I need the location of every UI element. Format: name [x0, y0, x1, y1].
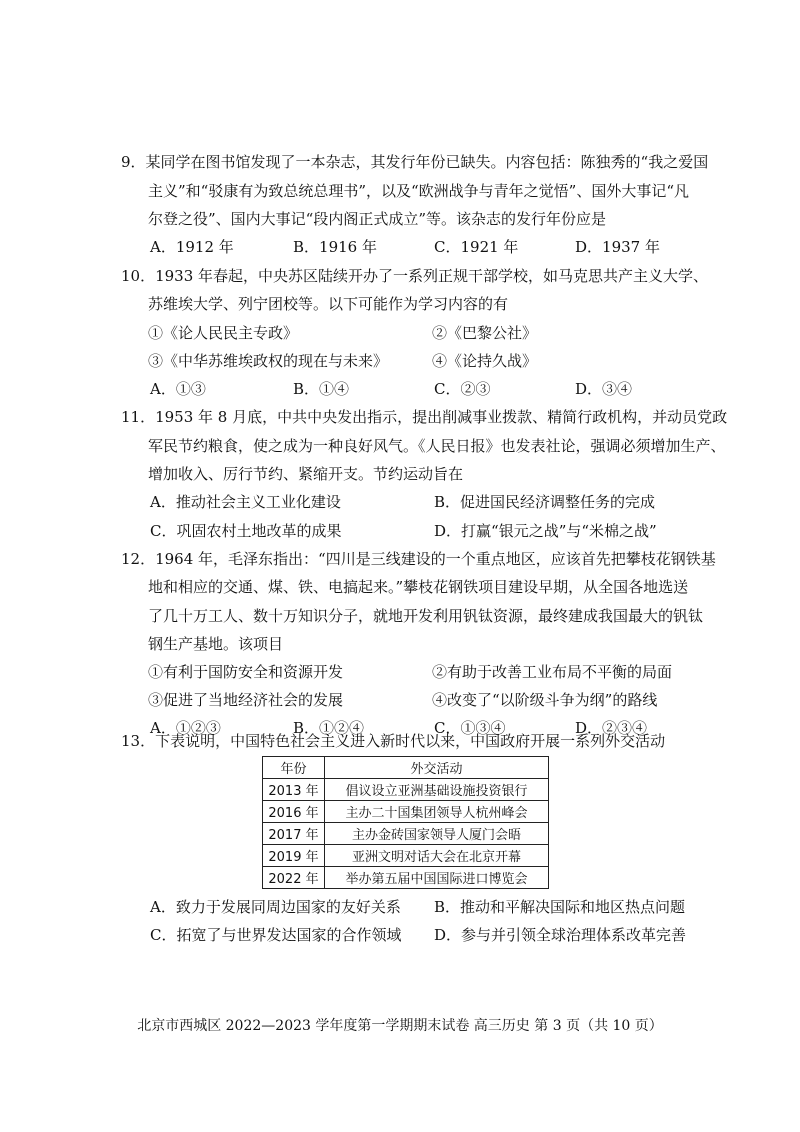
- q9-option-a: A．1912 年: [150, 238, 234, 256]
- table-row: [263, 801, 549, 823]
- table-cell-activity: 举办第五届中国国际进口博览会: [325, 867, 549, 889]
- q13-option-a: A．致力于发展同周边国家的友好关系: [150, 898, 401, 916]
- diplomacy-table: [262, 756, 549, 889]
- q12-item-1: ①有利于国防安全和资源开发: [148, 663, 344, 681]
- q10-line-1: 10．1933 年春起，中央苏区陆续开办了一系列正规干部学校，如马克思共产主义大学、: [121, 267, 709, 285]
- q10-option-b: B．①④: [293, 380, 350, 398]
- table-header-activity: 外交活动: [325, 757, 549, 779]
- q9-line-3: 尔登之役”、国内大事记“段内阁正式成立”等。该杂志的发行年份应是: [148, 210, 607, 228]
- q9-line-1: 9．某同学在图书馆发现了一本杂志，其发行年份已缺失。内容包括：陈独秀的“我之爱国: [121, 153, 709, 171]
- table-row: [263, 823, 549, 845]
- q12-option-a: A．①②③: [150, 719, 221, 737]
- q13-option-d: D．参与并引领全球治理体系改革完善: [434, 926, 687, 944]
- q12-line-2: 地和相应的交通、煤、铁、电搞起来。”攀枝花钢铁项目建设早期，从全国各地选送: [148, 578, 689, 596]
- q12-item-4: ④改变了“以阶级斗争为纲”的路线: [432, 691, 658, 709]
- table-cell-year: 2016 年: [263, 801, 325, 823]
- q10-option-a: A．①③: [150, 380, 206, 398]
- table-cell-activity: 主办二十国集团领导人杭州峰会: [325, 801, 549, 823]
- q12-option-c: C．①③④: [434, 719, 506, 737]
- q11-option-d: D．打赢“银元之战”与“米棉之战”: [434, 522, 657, 540]
- q12-line-3: 了几十万工人、数十万知识分子，就地开发利用钒钛资源，最终建成我国最大的钒钛: [148, 607, 704, 625]
- q9-option-d: D．1937 年: [575, 238, 660, 256]
- q10-item-2: ②《巴黎公社》: [432, 324, 538, 342]
- table-cell-activity: 亚洲文明对话大会在北京开幕: [325, 845, 549, 867]
- q10-option-d: D．③④: [575, 380, 633, 398]
- table-cell-year: 2019 年: [263, 845, 325, 867]
- q11-option-c: C．巩固农村土地改革的成果: [150, 522, 342, 540]
- table-header-row: [263, 757, 549, 779]
- q11-line-1: 11．1953 年 8 月底，中共中央发出指示，提出削减事业拨款、精简行政机构，并动员党政: [121, 408, 728, 426]
- table-row: [263, 867, 549, 889]
- table-cell-year: 2013 年: [263, 779, 325, 801]
- q13-line-1: 13．下表说明，中国特色社会主义进入新时代以来，中国政府开展一系列外交活动: [121, 732, 666, 750]
- q9-line-2: 主义”和“驳康有为致总统总理书”，以及“欧洲战争与青年之觉悟”、国外大事记“凡: [148, 182, 690, 200]
- q10-item-1: ①《论人民民主专政》: [148, 324, 299, 342]
- q9-option-c: C．1921 年: [434, 238, 519, 256]
- q12-line-1: 12．1964 年，毛泽东指出：“四川是三线建设的一个重点地区，应该首先把攀枝花钢铁基: [121, 550, 716, 568]
- table-header-year: 年份: [263, 757, 325, 779]
- q13-option-c: C．拓宽了与世界发达国家的合作领域: [150, 926, 402, 944]
- q10-line-2: 苏维埃大学、列宁团校等。以下可能作为学习内容的有: [148, 295, 509, 313]
- q11-option-a: A．推动社会主义工业化建设: [150, 493, 341, 511]
- q13-option-b: B．推动和平解决国际和地区热点问题: [434, 898, 686, 916]
- table-cell-year: 2022 年: [263, 867, 325, 889]
- table-cell-year: 2017 年: [263, 823, 325, 845]
- q12-line-4: 钢生产基地。该项目: [148, 635, 284, 653]
- q11-line-3: 增加收入、厉行节约、紧缩开支。节约运动旨在: [148, 465, 464, 483]
- page-footer: 北京市西城区 2022—2023 学年度第一学期期末试卷 高三历史 第 3 页（共 10 页）: [137, 1018, 663, 1034]
- q11-option-b: B．促进国民经济调整任务的完成: [434, 493, 656, 511]
- q12-item-2: ②有助于改善工业布局不平衡的局面: [432, 663, 673, 681]
- q9-option-b: B．1916 年: [293, 238, 377, 256]
- q10-item-4: ④《论持久战》: [432, 352, 538, 370]
- q12-item-3: ③促进了当地经济社会的发展: [148, 691, 344, 709]
- q11-line-2: 军民节约粮食，使之成为一种良好风气。《人民日报》也发表社论，强调必须增加生产、: [148, 437, 726, 455]
- table-cell-activity: 倡议设立亚洲基础设施投资银行: [325, 779, 549, 801]
- q12-option-d: D．②③④: [575, 719, 648, 737]
- table-row: [263, 845, 549, 867]
- q10-option-c: C．②③: [434, 380, 491, 398]
- table-row: [263, 779, 549, 801]
- table-cell-activity: 主办金砖国家领导人厦门会晤: [325, 823, 549, 845]
- q10-item-3: ③《中华苏维埃政权的现在与未来》: [148, 352, 389, 370]
- q12-option-b: B．①②④: [293, 719, 365, 737]
